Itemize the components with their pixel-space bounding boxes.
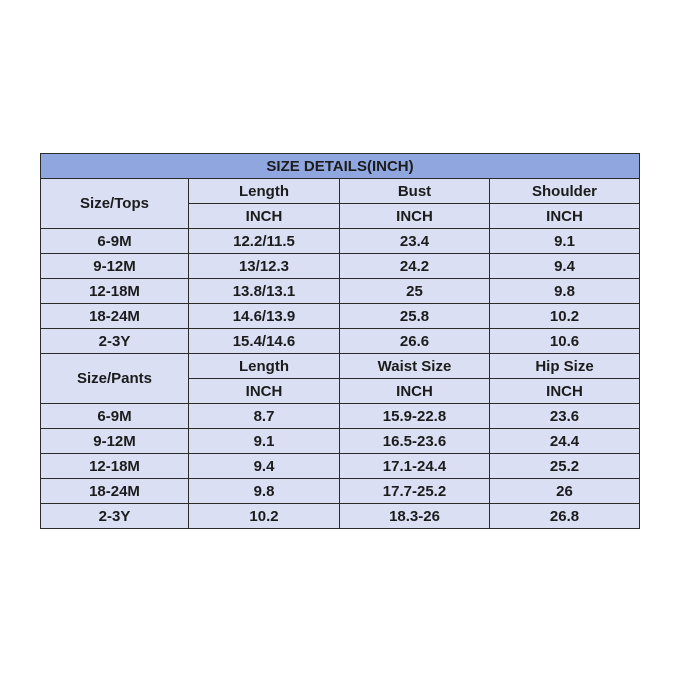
title-row	[41, 154, 640, 179]
table-cell: 10.2	[490, 304, 640, 329]
table-title: SIZE DETAILS(INCH)	[41, 154, 640, 179]
column-header: Shoulder	[490, 179, 640, 204]
table-cell: 10.2	[189, 504, 340, 529]
table-cell: 14.6/13.9	[189, 304, 340, 329]
table-cell: 9.1	[189, 429, 340, 454]
size-label: 2-3Y	[41, 329, 189, 354]
table-cell: 23.4	[340, 229, 490, 254]
table-cell: 26	[490, 479, 640, 504]
size-label: 12-18M	[41, 454, 189, 479]
table-row	[41, 304, 640, 329]
unit-label: INCH	[490, 204, 640, 229]
table-row	[41, 254, 640, 279]
table-cell: 9.4	[189, 454, 340, 479]
size-label: 18-24M	[41, 304, 189, 329]
column-header: Length	[189, 179, 340, 204]
table-cell: 18.3-26	[340, 504, 490, 529]
table-cell: 9.4	[490, 254, 640, 279]
table-cell: 10.6	[490, 329, 640, 354]
unit-label: INCH	[189, 379, 340, 404]
tops-row-header: Size/Tops	[41, 179, 189, 229]
table-row	[41, 454, 640, 479]
size-label: 9-12M	[41, 254, 189, 279]
unit-label: INCH	[189, 204, 340, 229]
table-cell: 24.4	[490, 429, 640, 454]
table-row	[41, 229, 640, 254]
table-cell: 8.7	[189, 404, 340, 429]
table-cell: 12.2/11.5	[189, 229, 340, 254]
column-header: Hip Size	[490, 354, 640, 379]
table-cell: 13/12.3	[189, 254, 340, 279]
size-details-table	[40, 153, 640, 529]
table-row	[41, 329, 640, 354]
size-label: 9-12M	[41, 429, 189, 454]
tops-header-row	[41, 179, 640, 204]
size-label: 12-18M	[41, 279, 189, 304]
table-row	[41, 404, 640, 429]
table-cell: 15.4/14.6	[189, 329, 340, 354]
table-cell: 17.7-25.2	[340, 479, 490, 504]
table-cell: 25.8	[340, 304, 490, 329]
table-cell: 24.2	[340, 254, 490, 279]
table-cell: 15.9-22.8	[340, 404, 490, 429]
pants-row-header: Size/Pants	[41, 354, 189, 404]
table-cell: 9.8	[189, 479, 340, 504]
table-cell: 13.8/13.1	[189, 279, 340, 304]
table-cell: 17.1-24.4	[340, 454, 490, 479]
pants-header-row	[41, 354, 640, 379]
table-cell: 26.8	[490, 504, 640, 529]
table-cell: 23.6	[490, 404, 640, 429]
unit-label: INCH	[340, 379, 490, 404]
unit-label: INCH	[490, 379, 640, 404]
table-cell: 9.1	[490, 229, 640, 254]
size-label: 18-24M	[41, 479, 189, 504]
size-label: 6-9M	[41, 404, 189, 429]
size-label: 2-3Y	[41, 504, 189, 529]
column-header: Waist Size	[340, 354, 490, 379]
table-row	[41, 479, 640, 504]
unit-label: INCH	[340, 204, 490, 229]
column-header: Length	[189, 354, 340, 379]
table-cell: 26.6	[340, 329, 490, 354]
table-row	[41, 504, 640, 529]
table-cell: 9.8	[490, 279, 640, 304]
size-label: 6-9M	[41, 229, 189, 254]
table-cell: 25.2	[490, 454, 640, 479]
table-cell: 25	[340, 279, 490, 304]
table-row	[41, 279, 640, 304]
table-row	[41, 429, 640, 454]
table-cell: 16.5-23.6	[340, 429, 490, 454]
column-header: Bust	[340, 179, 490, 204]
